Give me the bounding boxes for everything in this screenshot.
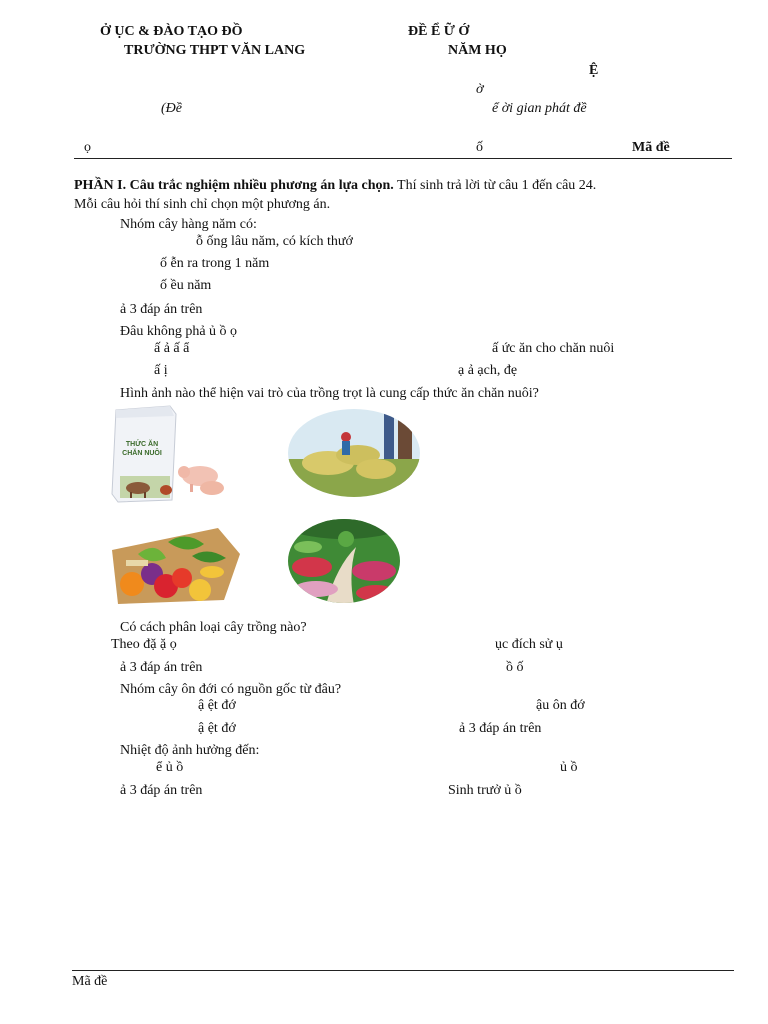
question-2-option-c: ấ ị: [154, 363, 168, 378]
question-6-option-b: ủ ồ: [560, 760, 578, 775]
question-4-option-c: ả 3 đáp án trên: [120, 660, 203, 675]
question-4-option-a: Theo đặ ặ ọ: [111, 637, 177, 652]
question-2-option-b: ấ ức ăn cho chăn nuôi: [492, 341, 615, 356]
question-4-option-b: ục đích sử ụ: [495, 637, 563, 652]
school-year: NĂM HỌ: [448, 43, 507, 58]
question-6-option-a: ể ủ ồ: [156, 760, 184, 775]
question-5-option-d: ả 3 đáp án trên: [459, 721, 542, 736]
exam-code-label: Mã đề: [632, 140, 670, 155]
question-6-option-c: ả 3 đáp án trên: [120, 783, 203, 798]
section-instruction-2: Mỗi câu hỏi thí sinh chỉ chọn một phương án.: [74, 197, 331, 212]
question-2-option-a: ấ ả ấ ẩ: [154, 341, 190, 356]
section-instruction: Thí sinh trả lời từ câu 1 đến câu 24.: [393, 178, 597, 193]
exam-time-fragment: ờ: [476, 82, 484, 97]
question-1-option-a: ỗ ống lâu năm, có kích thướ: [196, 234, 353, 249]
question-5-option-a: ậ ệt đớ: [198, 698, 236, 713]
question-2-stem: Đâu không phả ủ ồ ọ: [120, 324, 238, 339]
exam-title: ĐỀ Ể Ữ Ớ: [408, 24, 470, 39]
feed-bag-label-1: THỨC ĂN: [125, 441, 159, 448]
exam-subject: Ệ: [589, 63, 599, 78]
image-animal-feed-bag: [108, 404, 230, 506]
question-5-option-c: ậ ệt đớ: [198, 721, 236, 736]
question-1-stem: Nhóm cây hàng năm có:: [120, 217, 257, 232]
dept-name: Ở ỤC & ĐÀO TẠO ĐỒ: [100, 24, 243, 39]
image-vegetables-fruits: [108, 520, 246, 606]
header-divider: [74, 158, 732, 159]
question-4-stem: Có cách phân loại cây trồng nào?: [120, 620, 307, 635]
question-2-option-d: ạ ả ạch, đẹ: [458, 363, 518, 378]
section-heading: [74, 178, 596, 193]
question-6-stem: Nhiệt độ ảnh hưởng đến:: [120, 743, 260, 758]
student-name-label: ọ: [84, 140, 91, 155]
student-number-label: ố: [476, 140, 483, 155]
question-6-option-d: Sinh trưở ủ ồ: [448, 783, 522, 798]
exam-note-left: (Đề: [161, 101, 182, 116]
question-4-option-d: ồ ố: [506, 660, 524, 675]
school-name: TRƯỜNG THPT VĂN LANG: [124, 43, 306, 58]
image-flower-garden: [286, 517, 402, 605]
question-1-option-d: ả 3 đáp án trên: [120, 302, 203, 317]
exam-note-right: ể ời gian phát đề: [492, 101, 587, 116]
question-5-option-b: ậu ôn đớ: [536, 698, 585, 713]
question-1-option-b: ố ễn ra trong 1 năm: [160, 256, 270, 271]
question-1-option-c: ố ều năm: [160, 278, 212, 293]
image-rice-harvest: [288, 409, 420, 497]
question-3-stem: Hình ảnh nào thể hiện vai trò của trồng trọt là cung cấp thức ăn chăn nuôi?: [120, 386, 539, 401]
section-title: PHẦN I. Câu trắc nghiệm nhiều phương án lựa chọn.: [74, 178, 394, 193]
feed-bag-label-2: CHĂN NUÔI: [122, 450, 162, 457]
question-5-stem: Nhóm cây ôn đới có nguồn gốc từ đâu?: [120, 682, 342, 697]
footer-exam-code: Mã đề: [72, 974, 108, 989]
footer-divider: [72, 970, 734, 971]
